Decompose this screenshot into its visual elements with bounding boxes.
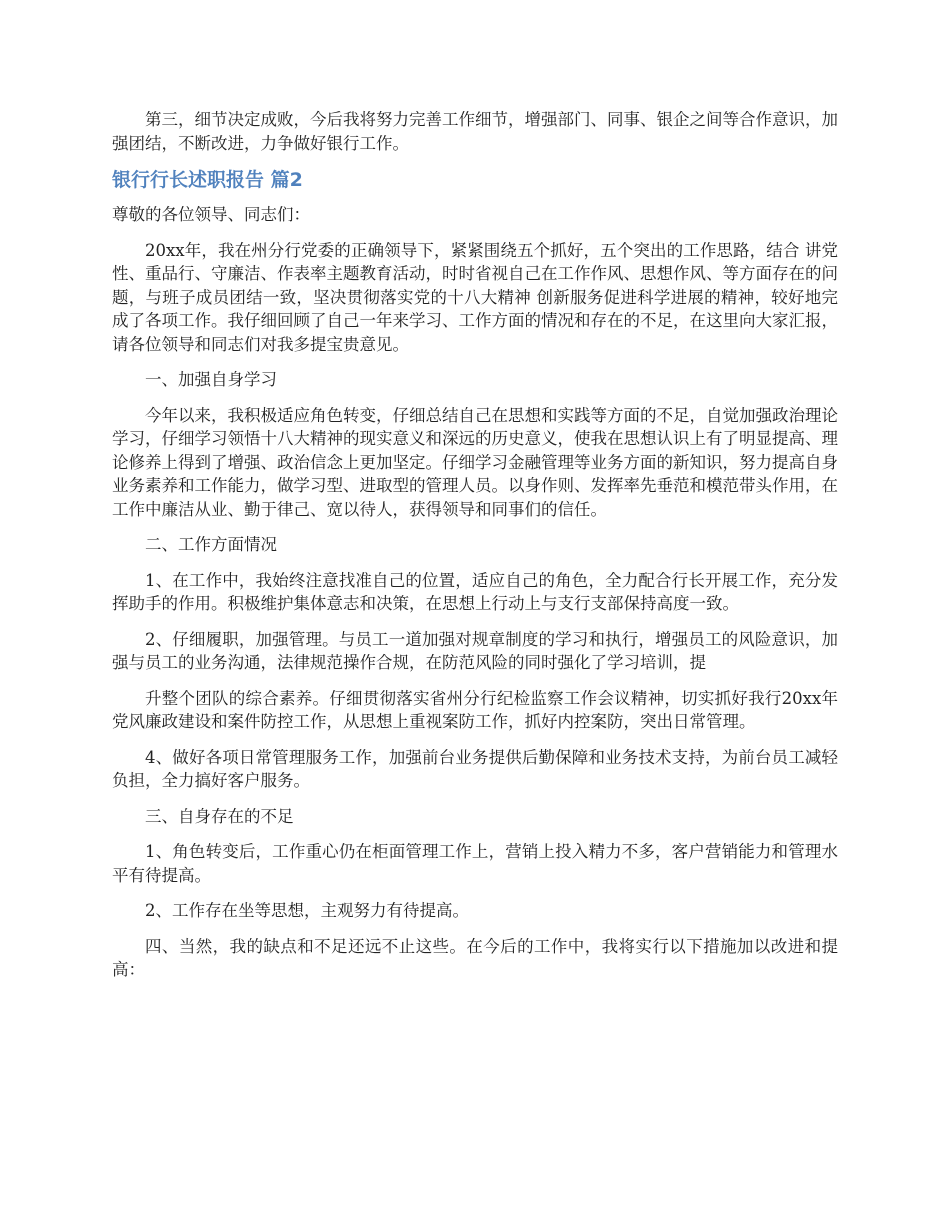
paragraph-8: 4、做好各项日常管理服务工作，加强前台业务提供后勤保障和业务技术支持，为前台员工减轻负担，全力搞好客户服务。: [112, 747, 838, 790]
salutation: 尊敬的各位领导、同志们：: [112, 205, 310, 224]
paragraph-11: 2、工作存在坐等思想，主观努力有待提高。: [145, 901, 469, 920]
paragraph-7: 升整个团队的综合素养。仔细贯彻落实省州分行纪检监察工作会议精神，切实抓好我行20xx年党风廉政建设和案件防控工作，从思想上重视案防工作，抓好内控案防，突出日常管理。: [112, 688, 838, 731]
paragraph-1: 20xx年，我在州分行党委的正确领导下，紧紧围绕五个抓好，五个突出的工作思路，结合 讲党性、重品行、守廉洁、作表率主题教育活动，时时省视自己在工作作风、思想作风、等方面存在的问题，与班子成员团结一致，坚决贯彻落实党的十八大精神 创新服务促进科学进展的精神，较好地完成了各项工作。我仔细回顾了自己一年来学习、工作方面的情况和存在的不足，在这里向大家汇报，请各位领导和同志们对我多提宝贵意见。: [112, 240, 838, 354]
section-heading: 银行行长述职报告 篇2: [112, 169, 303, 191]
paragraph-4: 二、工作方面情况: [145, 535, 277, 554]
paragraph-3: 今年以来，我积极适应角色转变，仔细总结自己在思想和实践等方面的不足，自觉加强政治理论学习，仔细学习领悟十八大精神的现实意义和深远的历史意义，使我在思想认识上有了明显提高、理论修养上得到了增强、政治信念上更加坚定。仔细学习金融管理等业务方面的新知识，努力提高自身业务素养和工作能力，做学习型、进取型的管理人员。以身作则、发挥率先垂范和模范带头作用，在工作中廉洁从业、勤于律己、宽以待人，获得领导和同事们的信任。: [112, 405, 838, 519]
paragraph-5: 1、在工作中，我始终注意找准自己的位置，适应自己的角色，全力配合行长开展工作，充分发挥助手的作用。积极维护集体意志和决策，在思想上行动上与支行支部保持高度一致。: [112, 570, 838, 613]
paragraph-12: 四、当然，我的缺点和不足还远不止这些。在今后的工作中，我将实行以下措施加以改进和提高：: [112, 936, 838, 979]
paragraph-9: 三、自身存在的不足: [145, 806, 294, 826]
paragraph-2: 一、加强自身学习: [145, 370, 277, 389]
paragraph-6: 2、仔细履职，加强管理。与员工一道加强对规章制度的学习和执行，增强员工的风险意识，加强与员工的业务沟通，法律规范操作合规，在防范风险的同时强化了学习培训，提: [112, 629, 838, 672]
paragraph-10: 1、角色转变后，工作重心仍在柜面管理工作上，营销上投入精力不多，客户营销能力和管理水平有待提高。: [112, 842, 838, 885]
paragraph-intro: 第三，细节决定成败，今后我将努力完善工作细节，增强部门、同事、银企之间等合作意识，加强团结，不断改进，力争做好银行工作。: [112, 110, 838, 153]
